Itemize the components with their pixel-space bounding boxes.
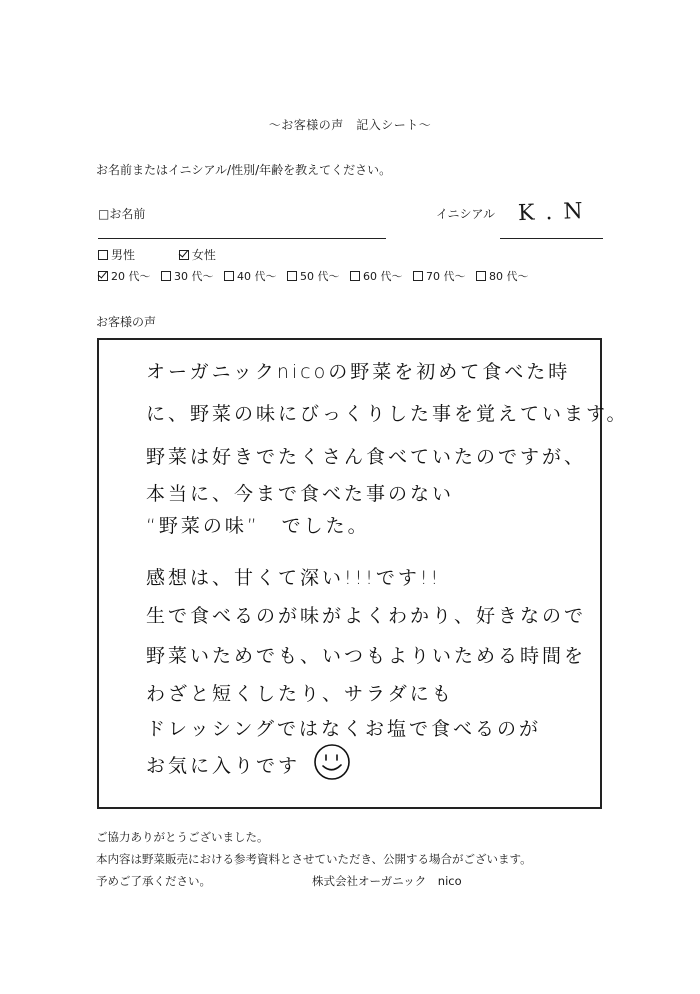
name-field-line: [98, 238, 386, 239]
checkbox-icon[interactable]: [350, 271, 360, 281]
form-title: 〜お客様の声 記入シート〜: [268, 118, 432, 132]
checkbox-checked-icon[interactable]: [98, 271, 108, 281]
initial-value: K . N: [517, 198, 586, 227]
checkbox-icon[interactable]: [224, 271, 234, 281]
initial-field-line: [500, 238, 603, 239]
age-option-label: 20 代〜: [111, 270, 151, 283]
age-option-80s[interactable]: [476, 270, 529, 283]
age-option-50s[interactable]: [287, 270, 340, 283]
company-name: 株式会社オーガニック nico: [312, 874, 462, 888]
form-instruction: お名前またはイニシアル/性別/年齢を教えてください。: [96, 163, 392, 177]
footer-thanks: ご協力ありがとうございました。: [96, 830, 269, 844]
gender-option-label: 女性: [191, 248, 216, 262]
age-option-label: 60 代〜: [363, 270, 403, 283]
gender-option-label: 男性: [111, 248, 136, 262]
initial-label: イニシアル: [436, 207, 496, 221]
gender-options: [98, 246, 256, 263]
checkbox-icon[interactable]: [413, 271, 423, 281]
gender-option-female[interactable]: [179, 248, 216, 262]
handwritten-line: 感想は、甘くて深い!!!です!!: [146, 567, 442, 589]
footer-note: 予めご了承ください。: [96, 874, 211, 888]
handwritten-line: 野菜は好きでたくさん食べていたのですが、: [146, 446, 587, 468]
handwritten-line: に、野菜の味にびっくりした事を覚えています。: [146, 403, 629, 425]
checkbox-icon[interactable]: [476, 271, 486, 281]
age-option-label: 70 代〜: [426, 270, 466, 283]
age-options: [98, 268, 536, 284]
checkbox-checked-icon[interactable]: [179, 250, 189, 260]
handwritten-line: “野菜の味” でした。: [146, 515, 370, 537]
handwritten-line: 本当に、今まで食べた事のない: [146, 483, 455, 505]
gender-option-male[interactable]: [98, 248, 135, 262]
checkbox-icon[interactable]: [98, 250, 108, 260]
voice-label: お客様の声: [96, 315, 157, 329]
age-option-label: 50 代〜: [300, 270, 340, 283]
age-option-label: 80 代〜: [489, 270, 529, 283]
checkbox-icon[interactable]: [161, 271, 171, 281]
age-option-20s[interactable]: [98, 270, 151, 283]
checkbox-icon[interactable]: [287, 271, 297, 281]
handwritten-line: ドレッシングではなくお塩で食べるのが: [146, 718, 541, 740]
age-option-70s[interactable]: [413, 270, 466, 283]
footer-notice: 本内容は野菜販売における参考資料とさせていただき、公開する場合がございます。: [96, 852, 532, 866]
handwritten-line: 生で食べるのが味がよくわかり、好きなので: [146, 605, 587, 627]
handwritten-line: 野菜いためでも、いつもよりいためる時間を: [146, 645, 587, 667]
handwritten-line: お気に入りです: [146, 755, 301, 777]
age-option-label: 30 代〜: [174, 270, 214, 283]
name-label: □お名前: [98, 207, 146, 221]
age-option-label: 40 代〜: [237, 270, 277, 283]
age-option-40s[interactable]: [224, 270, 277, 283]
handwritten-line: わざと短くしたり、サラダにも: [146, 683, 454, 705]
age-option-30s[interactable]: [161, 270, 214, 283]
handwritten-line: オーガニックnicoの野菜を初めて食べた時: [146, 361, 571, 383]
smiley-face-icon: [312, 742, 352, 782]
age-option-60s[interactable]: [350, 270, 403, 283]
